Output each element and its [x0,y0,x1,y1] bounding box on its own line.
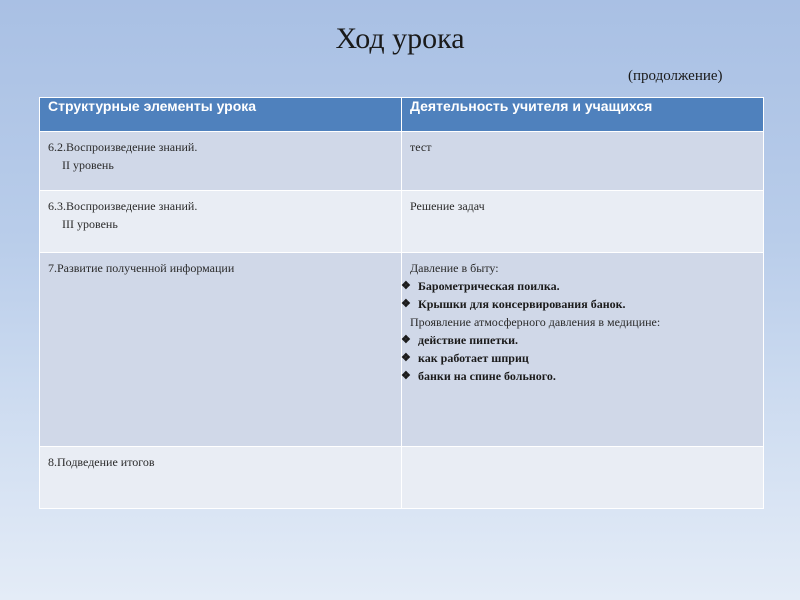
table-header-row [40,98,764,132]
stage-text: 8.Подведение итогов [48,455,155,469]
list-item: ❖ Барометрическая поилка. [401,279,560,293]
list-item: ❖ как работает шприц [401,351,529,365]
lesson-table [39,97,764,509]
list-item: ❖ действие пипетки. [401,333,519,347]
page-subtitle: (продолжение) [628,68,723,84]
diamond-bullet-icon: ❖ [401,298,411,310]
stage-level: III уровень [62,217,118,231]
stage-level: II уровень [62,158,114,172]
page-title: Ход урока [335,22,465,55]
table-row [40,253,764,447]
medicine-pressure-intro: Проявление атмосферного давления в медицине: [410,315,661,329]
diamond-bullet-icon: ❖ [401,370,411,382]
table-row [40,447,764,509]
activity-cell [402,253,764,447]
stage-text: 6.3.Воспроизведение знаний. [48,199,198,213]
diamond-bullet-icon: ❖ [401,352,411,364]
activity-text: Решение задач [410,199,485,213]
activity-cell [402,191,764,253]
stage-cell [40,253,402,447]
column-header-activity: Деятельность учителя и учащихся [402,98,764,132]
home-pressure-list [401,277,757,313]
list-item: ❖ Крышки для консервирования банок. [401,297,626,311]
table-row [40,132,764,191]
activity-text: тест [410,140,432,154]
stage-text: 7.Развитие полученной информации [48,261,235,275]
home-pressure-intro: Давление в быту: [410,261,499,275]
activity-cell [402,132,764,191]
table-row [40,191,764,253]
stage-text: 6.2.Воспроизведение знаний. [48,140,198,154]
activity-cell [402,447,764,509]
column-header-structure: Структурные элементы урока [40,98,402,132]
medicine-pressure-list [401,331,757,385]
stage-cell [40,191,402,253]
stage-cell [40,132,402,191]
stage-cell [40,447,402,509]
list-item: ❖ банки на спине больного. [401,369,556,383]
diamond-bullet-icon: ❖ [401,280,411,292]
diamond-bullet-icon: ❖ [401,334,411,346]
